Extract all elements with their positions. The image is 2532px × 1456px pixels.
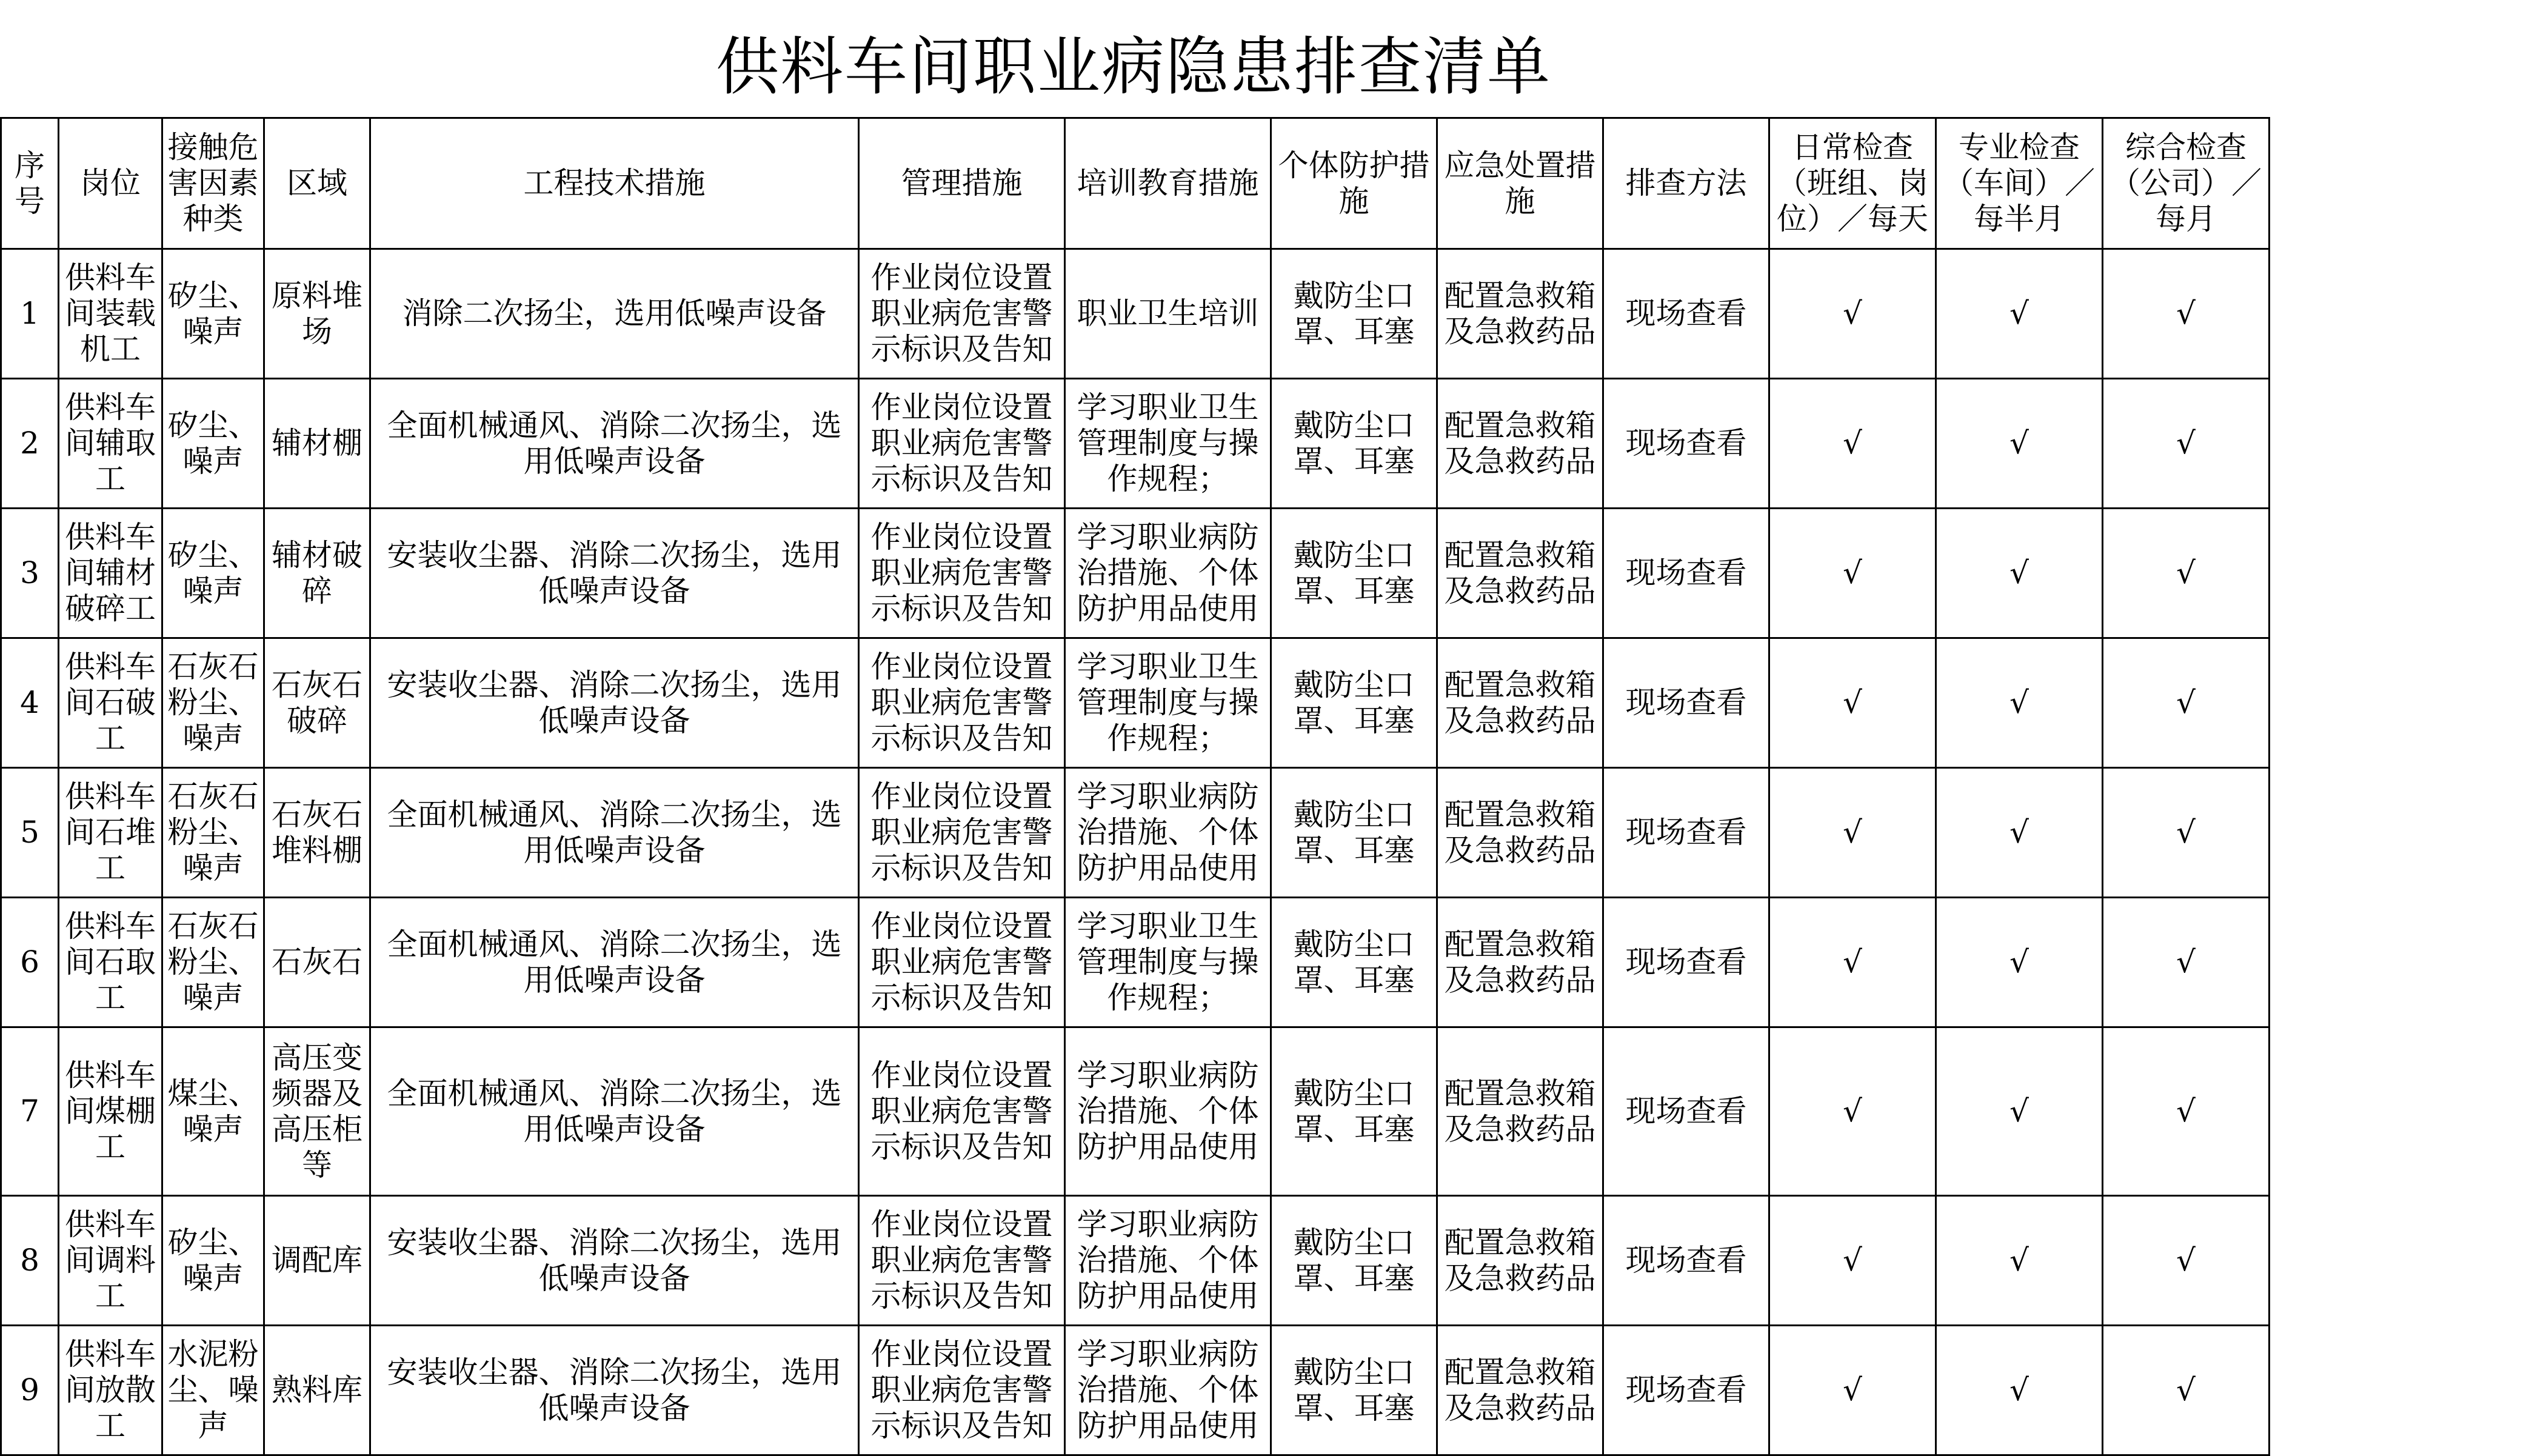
cell-professional-check: √ [1936,1326,2103,1455]
cell-daily-check: √ [1769,249,1936,379]
cell-area: 高压变频器及高压柜等 [264,1027,370,1196]
cell-comprehensive-check: √ [2103,379,2270,509]
table-row [1,249,2270,379]
cell-method: 现场查看 [1603,1027,1769,1196]
cell-management: 作业岗位设置职业病危害警示标识及告知 [859,249,1065,379]
cell-area: 辅材棚 [264,379,370,509]
cell-training: 学习职业病防治措施、个体防护用品使用 [1065,1326,1271,1455]
header-emergency: 应急处置措施 [1437,118,1603,249]
cell-area: 熟料库 [264,1326,370,1455]
cell-hazard: 石灰石粉尘、噪声 [162,898,264,1027]
cell-emergency: 配置急救箱及急救药品 [1437,249,1603,379]
cell-training: 学习职业病防治措施、个体防护用品使用 [1065,768,1271,898]
cell-training: 学习职业卫生管理制度与操作规程； [1065,898,1271,1027]
cell-daily-check: √ [1769,768,1936,898]
cell-method: 现场查看 [1603,898,1769,1027]
page-title: 供料车间职业病隐患排查清单 [715,30,1551,104]
cell-seq: 2 [1,379,59,509]
cell-management: 作业岗位设置职业病危害警示标识及告知 [859,898,1065,1027]
header-ppe: 个体防护措施 [1271,118,1437,249]
cell-professional-check: √ [1936,509,2103,638]
cell-management: 作业岗位设置职业病危害警示标识及告知 [859,379,1065,509]
cell-ppe: 戴防尘口罩、耳塞 [1271,1326,1437,1455]
cell-training: 学习职业卫生管理制度与操作规程； [1065,379,1271,509]
cell-professional-check: √ [1936,249,2103,379]
cell-area: 石灰石破碎 [264,638,370,768]
table-row [1,379,2270,509]
cell-method: 现场查看 [1603,1196,1769,1326]
cell-post: 供料车间石堆工 [59,768,162,898]
cell-comprehensive-check: √ [2103,898,2270,1027]
cell-daily-check: √ [1769,509,1936,638]
cell-area: 石灰石 [264,898,370,1027]
cell-engineering: 全面机械通风、消除二次扬尘，选用低噪声设备 [370,379,859,509]
cell-ppe: 戴防尘口罩、耳塞 [1271,768,1437,898]
cell-training: 学习职业病防治措施、个体防护用品使用 [1065,1027,1271,1196]
cell-training: 学习职业病防治措施、个体防护用品使用 [1065,509,1271,638]
cell-ppe: 戴防尘口罩、耳塞 [1271,638,1437,768]
cell-daily-check: √ [1769,898,1936,1027]
cell-method: 现场查看 [1603,1326,1769,1455]
cell-emergency: 配置急救箱及急救药品 [1437,638,1603,768]
cell-emergency: 配置急救箱及急救药品 [1437,509,1603,638]
cell-management: 作业岗位设置职业病危害警示标识及告知 [859,1027,1065,1196]
cell-area: 调配库 [264,1196,370,1326]
cell-post: 供料车间石破工 [59,638,162,768]
cell-engineering: 全面机械通风、消除二次扬尘，选用低噪声设备 [370,898,859,1027]
cell-professional-check: √ [1936,1196,2103,1326]
table-row [1,638,2270,768]
cell-method: 现场查看 [1603,509,1769,638]
cell-ppe: 戴防尘口罩、耳塞 [1271,898,1437,1027]
cell-emergency: 配置急救箱及急救药品 [1437,1326,1603,1455]
cell-seq: 4 [1,638,59,768]
cell-comprehensive-check: √ [2103,768,2270,898]
cell-area: 辅材破碎 [264,509,370,638]
cell-training: 职业卫生培训 [1065,249,1271,379]
header-seq: 序号 [1,118,59,249]
cell-engineering: 消除二次扬尘，选用低噪声设备 [370,249,859,379]
table-row [1,898,2270,1027]
cell-ppe: 戴防尘口罩、耳塞 [1271,249,1437,379]
cell-post: 供料车间石取工 [59,898,162,1027]
table-row [1,509,2270,638]
cell-post: 供料车间煤棚工 [59,1027,162,1196]
cell-professional-check: √ [1936,898,2103,1027]
cell-management: 作业岗位设置职业病危害警示标识及告知 [859,768,1065,898]
cell-emergency: 配置急救箱及急救药品 [1437,898,1603,1027]
header-post: 岗位 [59,118,162,249]
cell-professional-check: √ [1936,768,2103,898]
cell-management: 作业岗位设置职业病危害警示标识及告知 [859,1196,1065,1326]
cell-engineering: 安装收尘器、消除二次扬尘，选用低噪声设备 [370,1326,859,1455]
cell-hazard: 煤尘、噪声 [162,1027,264,1196]
cell-seq: 8 [1,1196,59,1326]
cell-hazard: 矽尘、噪声 [162,249,264,379]
header-professional-check: 专业检查（车间）／每半月 [1936,118,2103,249]
table-row [1,768,2270,898]
cell-seq: 1 [1,249,59,379]
table-row [1,1196,2270,1326]
cell-area: 原料堆场 [264,249,370,379]
cell-engineering: 安装收尘器、消除二次扬尘，选用低噪声设备 [370,638,859,768]
cell-area: 石灰石堆料棚 [264,768,370,898]
cell-management: 作业岗位设置职业病危害警示标识及告知 [859,509,1065,638]
cell-hazard: 矽尘、噪声 [162,379,264,509]
header-method: 排查方法 [1603,118,1769,249]
header-training: 培训教育措施 [1065,118,1271,249]
cell-management: 作业岗位设置职业病危害警示标识及告知 [859,1326,1065,1455]
cell-daily-check: √ [1769,638,1936,768]
cell-emergency: 配置急救箱及急救药品 [1437,379,1603,509]
cell-professional-check: √ [1936,638,2103,768]
cell-ppe: 戴防尘口罩、耳塞 [1271,1196,1437,1326]
cell-post: 供料车间装载机工 [59,249,162,379]
cell-professional-check: √ [1936,379,2103,509]
cell-seq: 6 [1,898,59,1027]
table-row [1,1326,2270,1455]
cell-training: 学习职业卫生管理制度与操作规程； [1065,638,1271,768]
cell-post: 供料车间放散工 [59,1326,162,1455]
cell-daily-check: √ [1769,1326,1936,1455]
cell-seq: 9 [1,1326,59,1455]
cell-method: 现场查看 [1603,379,1769,509]
cell-emergency: 配置急救箱及急救药品 [1437,1027,1603,1196]
hazard-checklist-table [0,117,2270,1456]
table-header-row [1,118,2270,249]
cell-hazard: 矽尘、噪声 [162,1196,264,1326]
cell-comprehensive-check: √ [2103,638,2270,768]
header-hazard: 接触危害因素种类 [162,118,264,249]
cell-post: 供料车间辅材破碎工 [59,509,162,638]
header-management: 管理措施 [859,118,1065,249]
cell-comprehensive-check: √ [2103,249,2270,379]
cell-ppe: 戴防尘口罩、耳塞 [1271,1027,1437,1196]
cell-engineering: 安装收尘器、消除二次扬尘，选用低噪声设备 [370,1196,859,1326]
cell-hazard: 矽尘、噪声 [162,509,264,638]
cell-management: 作业岗位设置职业病危害警示标识及告知 [859,638,1065,768]
cell-ppe: 戴防尘口罩、耳塞 [1271,379,1437,509]
cell-engineering: 全面机械通风、消除二次扬尘，选用低噪声设备 [370,1027,859,1196]
header-engineering: 工程技术措施 [370,118,859,249]
cell-post: 供料车间调料工 [59,1196,162,1326]
cell-method: 现场查看 [1603,638,1769,768]
cell-comprehensive-check: √ [2103,509,2270,638]
cell-comprehensive-check: √ [2103,1326,2270,1455]
cell-hazard: 石灰石粉尘、噪声 [162,638,264,768]
cell-professional-check: √ [1936,1027,2103,1196]
header-area: 区域 [264,118,370,249]
cell-ppe: 戴防尘口罩、耳塞 [1271,509,1437,638]
cell-comprehensive-check: √ [2103,1196,2270,1326]
cell-emergency: 配置急救箱及急救药品 [1437,768,1603,898]
cell-engineering: 安装收尘器、消除二次扬尘，选用低噪声设备 [370,509,859,638]
cell-comprehensive-check: √ [2103,1027,2270,1196]
cell-hazard: 石灰石粉尘、噪声 [162,768,264,898]
cell-seq: 3 [1,509,59,638]
cell-daily-check: √ [1769,1027,1936,1196]
cell-daily-check: √ [1769,379,1936,509]
header-comprehensive-check: 综合检查（公司）／每月 [2103,118,2270,249]
cell-seq: 7 [1,1027,59,1196]
cell-emergency: 配置急救箱及急救药品 [1437,1196,1603,1326]
cell-training: 学习职业病防治措施、个体防护用品使用 [1065,1196,1271,1326]
cell-method: 现场查看 [1603,768,1769,898]
header-daily-check: 日常检查（班组、岗位）／每天 [1769,118,1936,249]
cell-seq: 5 [1,768,59,898]
cell-daily-check: √ [1769,1196,1936,1326]
cell-post: 供料车间辅取工 [59,379,162,509]
cell-engineering: 全面机械通风、消除二次扬尘，选用低噪声设备 [370,768,859,898]
table-row [1,1027,2270,1196]
cell-method: 现场查看 [1603,249,1769,379]
cell-hazard: 水泥粉尘、噪声 [162,1326,264,1455]
